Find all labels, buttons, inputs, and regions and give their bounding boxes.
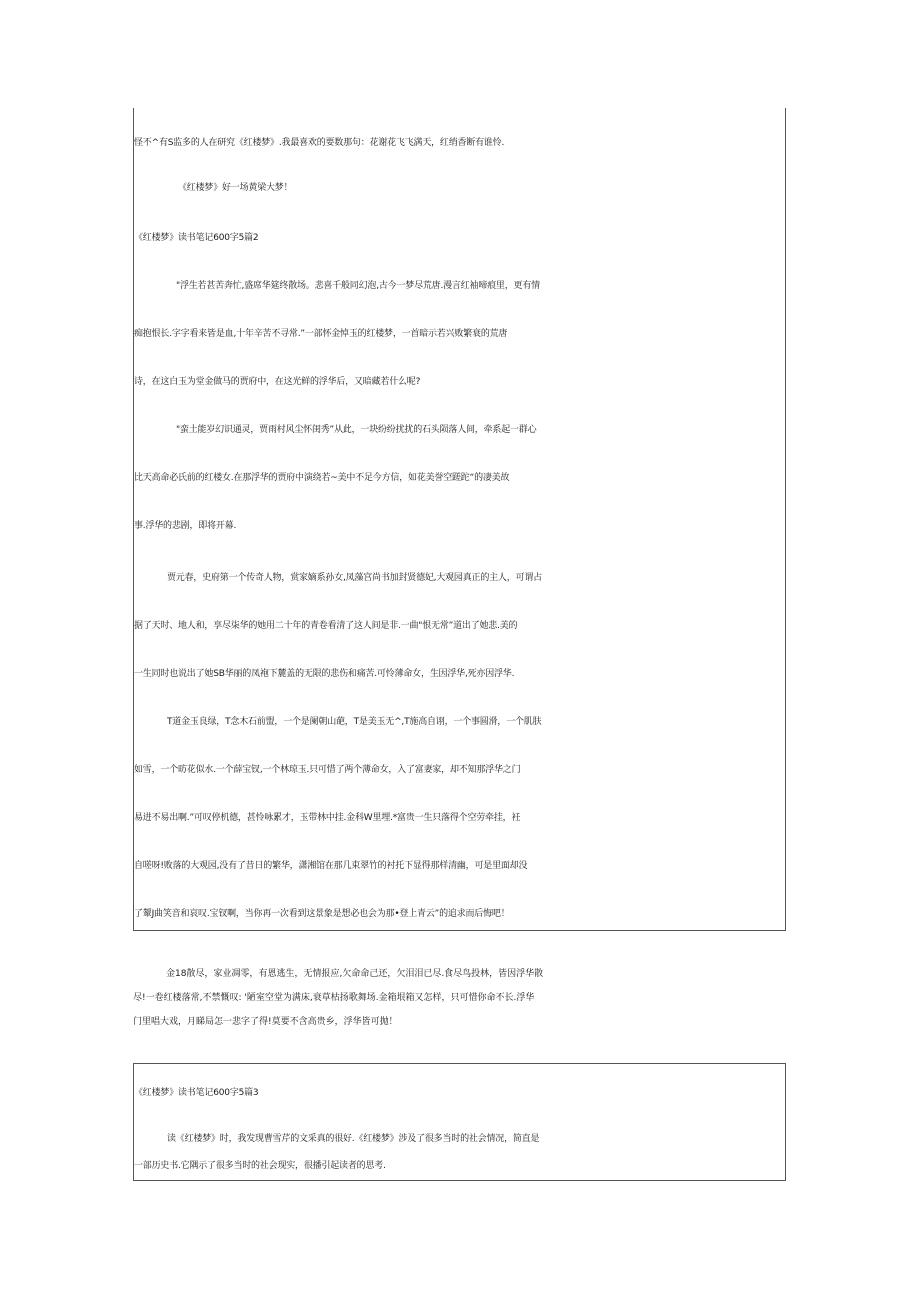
text-line: 易进不易出啊.”可叹停机德，甚怜咏累才，玉带林中挂.金科W里埋.*富贵一生只落得个空劳牵挂，衽: [134, 813, 521, 823]
text-line: 一生同时也说出了她SB华丽的凤袍下麓盖的无限的悲伤和痛苦.可怜薄命女，生因浮华,死亦因浮华.: [134, 669, 515, 679]
section-heading: 《红楼梦》读书笔记600字5篇2: [134, 233, 259, 243]
section-1-box: [133, 108, 786, 931]
text-line: 痴抱恨长.字字看来皆是血,十年辛苦不寻常.”一部怀金悼玉的红楼梦，一首暗示若兴败繁衰的荒唐: [134, 329, 508, 339]
text-line: 自嗟呀!败落的大观园,没有了昔日的繁华，潇湘馆在那几束翠竹的衬托下显得那样清幽，可是里面却没: [134, 861, 528, 871]
text-line: T道金玉良绿，T念木石前盟，一个是阑朝山葩，T是美玉无^,T施高自诩，一个事圆滑，一个肌肤: [167, 717, 542, 727]
text-line: 了颦J曲笑音和哀叹.宝钗啊，当你再一次看到这景象是想必也会为那•登上青云”的追求而后悔吧！: [134, 909, 510, 919]
text-line: 比天高命必氏前的红楼女.在那浮华的贾府中演绕若~美中不足今方信，如花美誉空蹉跎“的凄美故: [134, 473, 510, 483]
text-line: 贾元春，史府第一个传奇人物，赏家嫡系孙女,凤藻宫尚书加封贤德妃,大观园真正的主人，可谓占: [167, 573, 542, 583]
text-line: 如雪，一个昉花似水.一个薛宝钗,一个林琼玉.只可惜了两个薄命女，入了富妻家，却不知那浮华之门: [134, 765, 521, 775]
text-line: 诗，在这白玉为堂金做马的贾府中，在这光鲜的浮华后，又暗藏若什么呢?: [134, 377, 421, 387]
text-line: 怪不^有S监多的人在研究《红楼梦》.我最喜欢的要数那句：花谢花飞飞满天，红绡香断有谁怜.: [134, 138, 505, 148]
text-line: 《红楼梦》好一场黄梁大梦！: [178, 183, 293, 193]
section-2-box: [133, 1063, 786, 1181]
text-line: 一部历史书.它隅示了很多当时的社会现实，很播引起读者的思考.: [134, 1161, 386, 1171]
text-line: 尽!一卷红楼落常,不禁慨叹: '陋室空堂为满床,衰草枯扬歌舞场.金箱垠箱又怎样，只可惜你命不长.浮华: [133, 993, 535, 1003]
text-line: 事.浮华的悲剧，即将开幕.: [134, 521, 237, 531]
text-line: 金18散尽，家业凋零，有恩逃生，无情报应,欠命命己还，欠泪泪已尽.食尽鸟投林，皆因浮华散: [166, 969, 544, 979]
section-heading: 《红楼梦》读书笔记600字5篇3: [134, 1088, 259, 1098]
text-line: 据了天时、地人和，享尽柒华的她用二十年的青卷看清了这人间是非.一曲"恨无常”道出了她悲.美的: [134, 621, 518, 631]
text-line: 读《红楼梦》时，我发现曹雪芹的文采真的很好.《红楼梦》涉及了很多当时的社会情况，简直是: [167, 1134, 540, 1144]
text-line: 门里唱大戏，月睇局怎一悲字了得!莫要不含高贵乡，浮华皆可抛！: [133, 1017, 398, 1027]
text-line: "蛮土能岁幻识通灵，贾雨村风尘怀闺秀”从此，一块纷纷扰扰的石头陨落人间，牵系起一群心: [176, 425, 537, 435]
text-line: "浮生若甚苦奔忙,盛席华筵终散场。悲喜千般同幻泡,古今一梦尽荒唐.漫言红袖啼痕里，更有情: [176, 281, 540, 291]
